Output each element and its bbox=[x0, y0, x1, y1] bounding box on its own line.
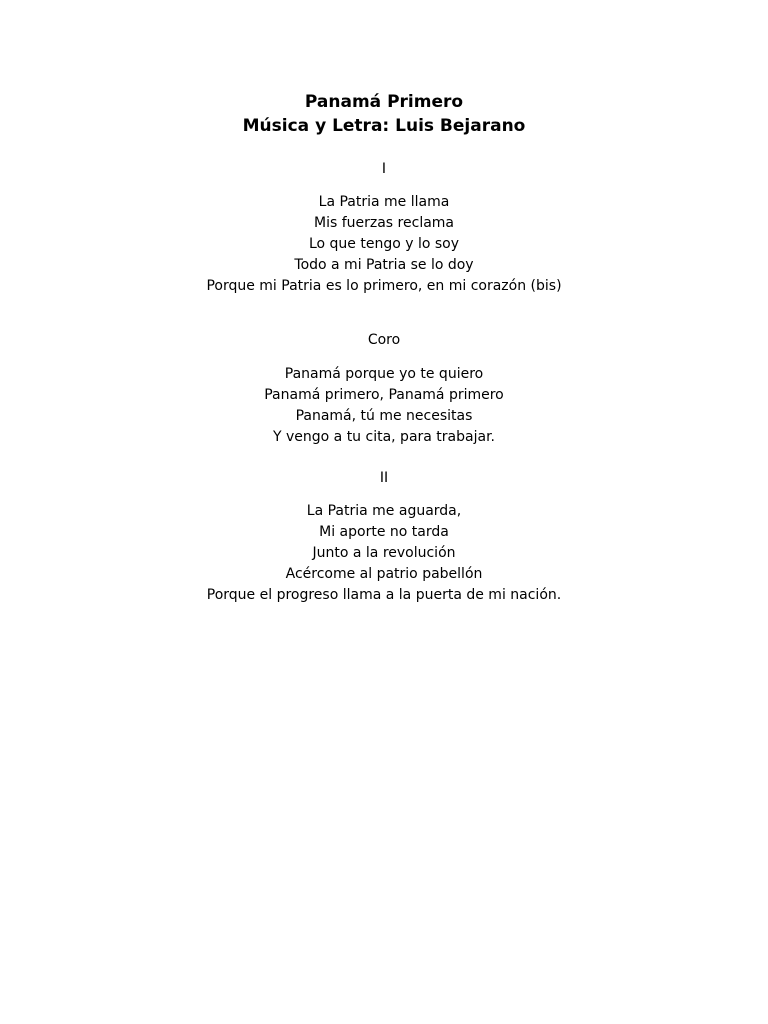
song-title: Panamá Primero bbox=[304, 92, 464, 112]
stanza-2-line: Acércome al patrio pabellón bbox=[285, 566, 483, 582]
title-block bbox=[0, 90, 768, 138]
stanza-2-line: Porque el progreso llama a la puerta de mi nación. bbox=[206, 587, 562, 603]
stanza-2-line: Junto a la revolución bbox=[312, 545, 456, 561]
stanza-2-heading: II bbox=[379, 470, 389, 486]
stanza-1-heading-block bbox=[0, 159, 768, 180]
stanza-1-line: Mis fuerzas reclama bbox=[314, 215, 454, 231]
stanza-1-line: La Patria me llama bbox=[318, 194, 450, 210]
stanza-1 bbox=[0, 192, 768, 297]
chorus-line: Y vengo a tu cita, para trabajar. bbox=[272, 429, 495, 445]
stanza-1-line: Lo que tengo y lo soy bbox=[308, 236, 460, 252]
chorus bbox=[0, 364, 768, 448]
stanza-2-line: La Patria me aguarda, bbox=[306, 503, 462, 519]
stanza-1-line: Todo a mi Patria se lo doy bbox=[294, 257, 474, 273]
stanza-2-line: Mi aporte no tarda bbox=[319, 524, 449, 540]
stanza-2-heading-block bbox=[0, 468, 768, 489]
stanza-1-line: Porque mi Patria es lo primero, en mi corazón (bis) bbox=[206, 278, 562, 294]
chorus-line: Panamá, tú me necesitas bbox=[295, 408, 473, 424]
chorus-line: Panamá porque yo te quiero bbox=[284, 366, 484, 382]
chorus-heading: Coro bbox=[367, 332, 401, 348]
chorus-line: Panamá primero, Panamá primero bbox=[264, 387, 504, 403]
chorus-heading-block bbox=[0, 330, 768, 351]
stanza-2 bbox=[0, 501, 768, 606]
stanza-1-heading: I bbox=[381, 161, 387, 177]
song-credits: Música y Letra: Luis Bejarano bbox=[242, 116, 526, 136]
